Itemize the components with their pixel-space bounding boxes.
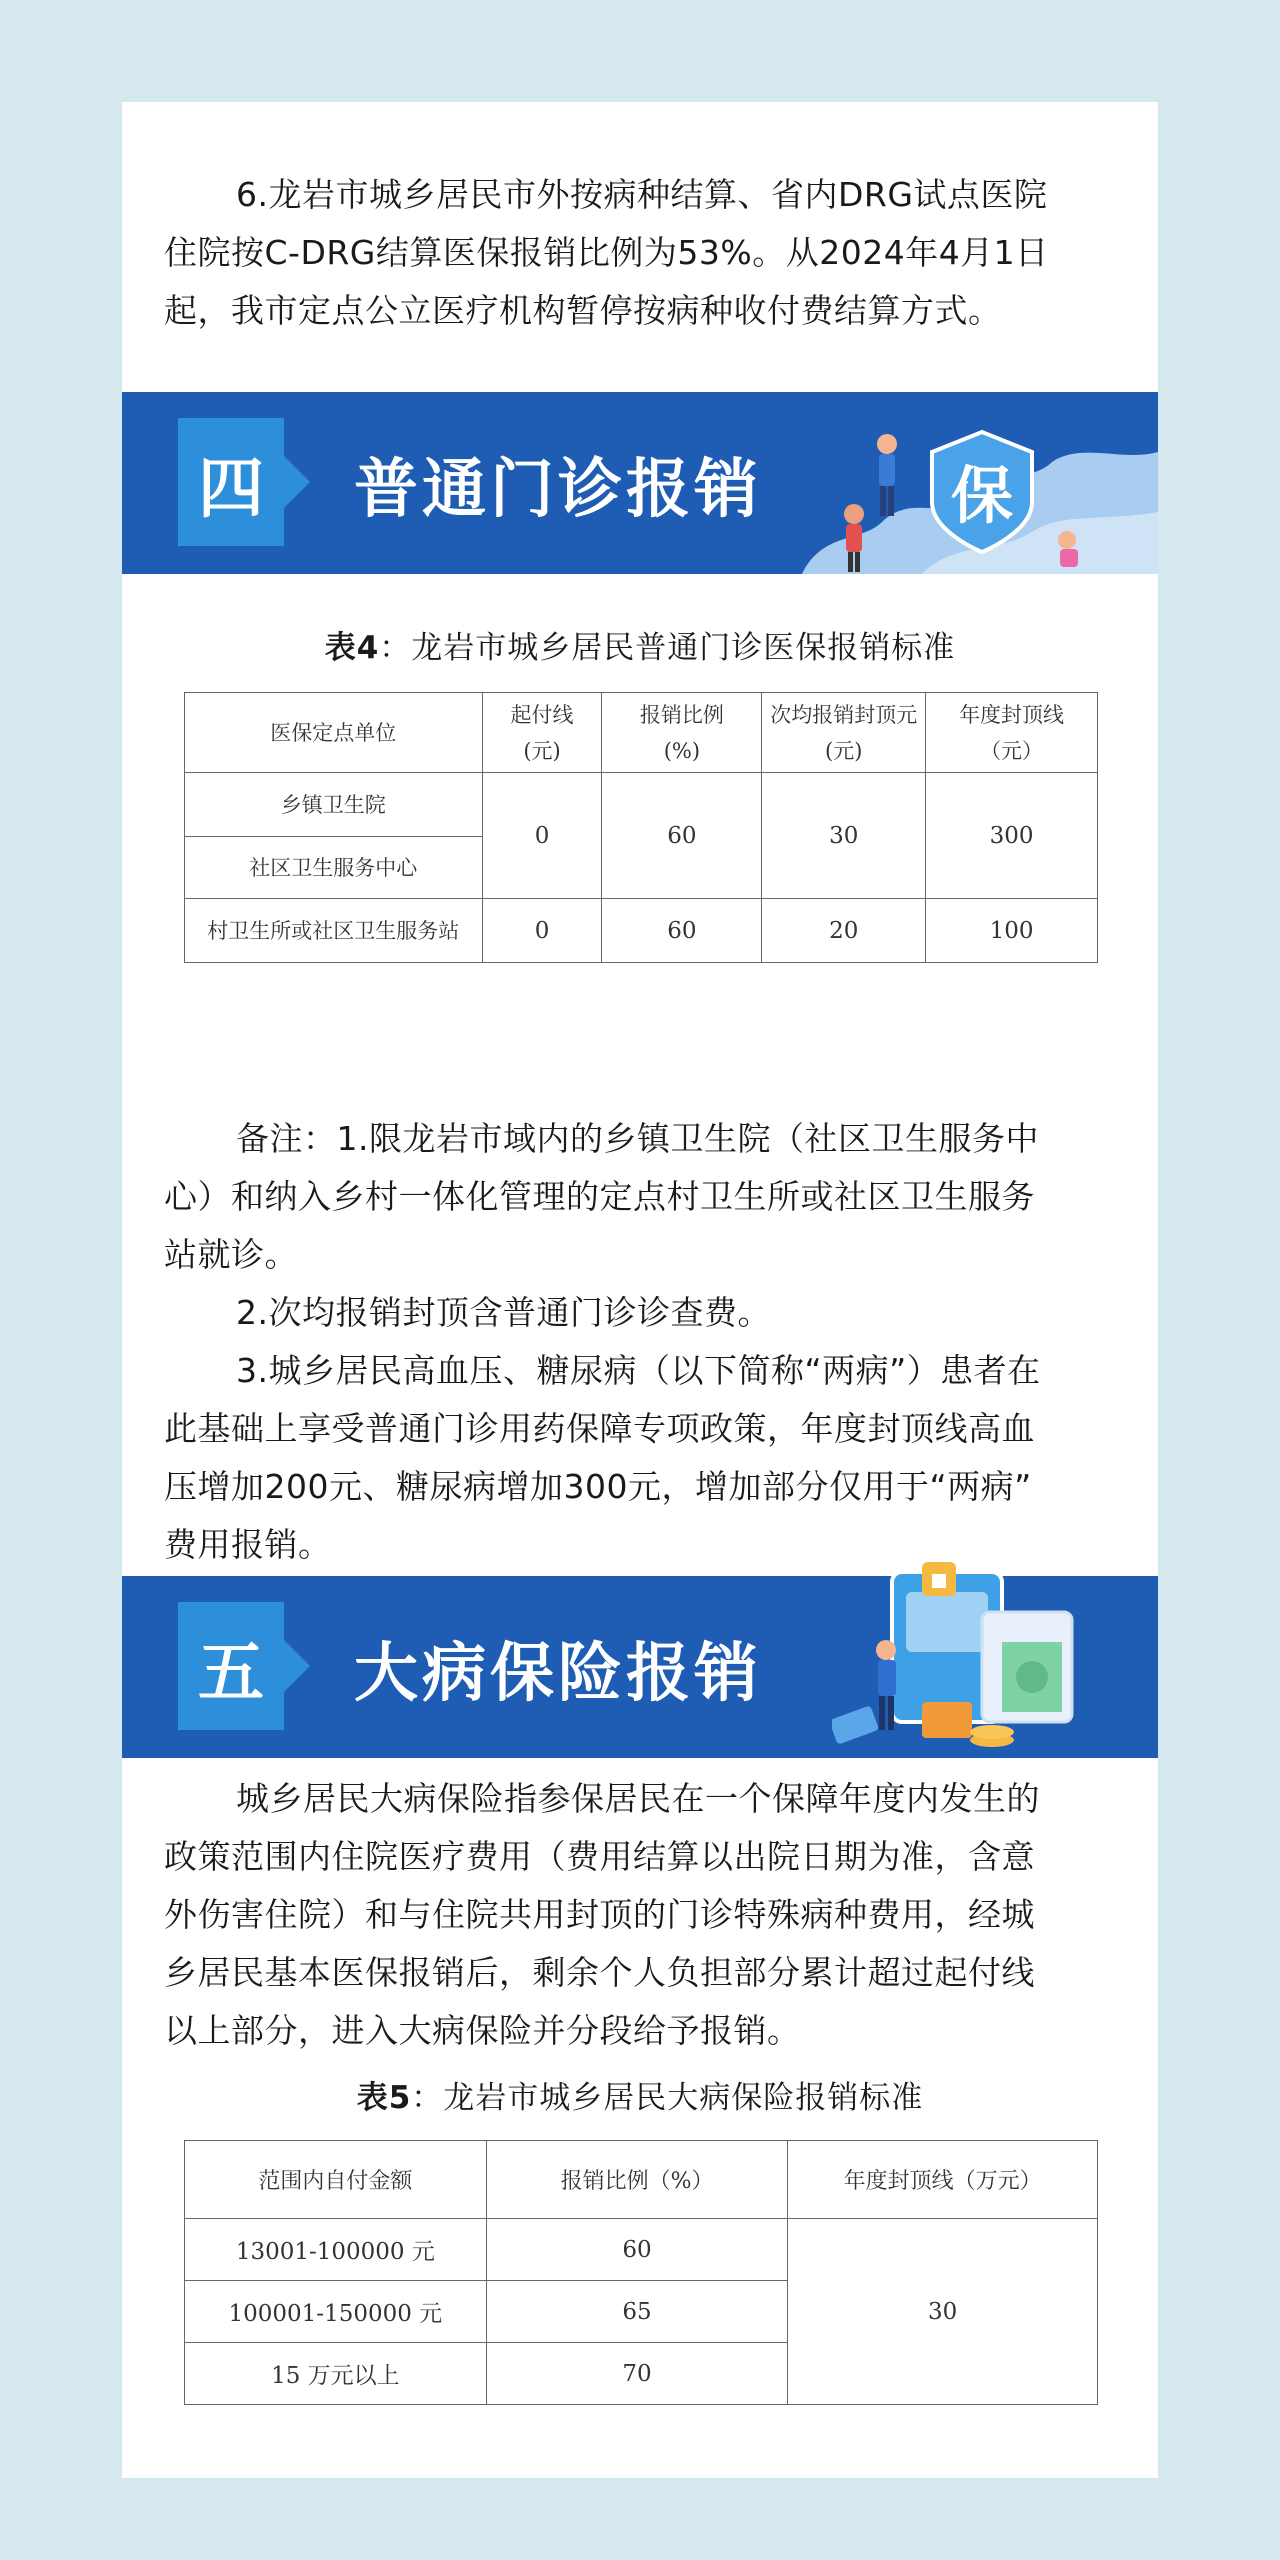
table-cell: 100001-150000 元 — [185, 2281, 487, 2343]
table-cell: 20 — [762, 899, 926, 963]
text-line: 此基础上享受普通门诊用药保障专项政策，年度封顶线高血 — [164, 1409, 1035, 1448]
section5-paragraph — [164, 1770, 1116, 2060]
text-line: 站就诊。 — [164, 1235, 298, 1274]
shield-label: 保 — [950, 459, 1014, 532]
table5-caption — [122, 2072, 1158, 2117]
table-row — [185, 773, 1098, 837]
section-title: 普通门诊报销 — [354, 453, 762, 527]
table-cell: 100 — [926, 899, 1098, 963]
section-banner-4 — [122, 392, 1158, 574]
table4-caption — [122, 622, 1158, 667]
header-cell: 年度封顶线 （元） — [926, 693, 1098, 773]
table4-caption-text: ：龙岩市城乡居民普通门诊医保报销标准 — [379, 630, 956, 666]
text-line: 城乡居民大病保险指参保居民在一个保障年度内发生的 — [236, 1779, 1040, 1818]
table-row — [185, 2219, 1098, 2281]
table-header-row — [185, 2141, 1098, 2219]
table-cell: 0 — [482, 899, 602, 963]
table-cell: 70 — [486, 2343, 788, 2405]
header-cell: 年度封顶线（万元） — [788, 2141, 1098, 2219]
text-line: 政策范围内住院医疗费用（费用结算以出院日期为准，含意 — [164, 1837, 1035, 1876]
table-row — [185, 899, 1098, 963]
header-cell: 次均报销封顶元 (元) — [762, 693, 926, 773]
notes-paragraph — [164, 1110, 1116, 1574]
table-cell: 60 — [602, 899, 762, 963]
table-cell: 30 — [762, 773, 926, 899]
text-line: 外伤害住院）和与住院共用封顶的门诊特殊病种费用，经城 — [164, 1895, 1035, 1934]
critical-illness-table — [184, 2140, 1098, 2405]
table-cell: 60 — [486, 2219, 788, 2281]
text-line: 费用报销。 — [164, 1525, 332, 1564]
text-line: 2.次均报销封顶含普通门诊诊查费。 — [236, 1293, 771, 1332]
text-line: 乡居民基本医保报销后，剩余个人负担部分累计超过起付线 — [164, 1953, 1035, 1992]
table-cell: 乡镇卫生院 — [185, 773, 483, 837]
header-cell: 报销比例（%） — [486, 2141, 788, 2219]
text-line: 以上部分，进入大病保险并分段给予报销。 — [164, 2011, 801, 2050]
text-line: 起，我市定点公立医疗机构暂停按病种收付费结算方式。 — [164, 291, 1002, 330]
section-banner-5 — [122, 1576, 1158, 1758]
section-number-badge: 五 — [178, 1602, 284, 1730]
insurance-illustration — [782, 392, 1158, 574]
table-cell: 65 — [486, 2281, 788, 2343]
table-cell: 60 — [602, 773, 762, 899]
table-cell: 15 万元以上 — [185, 2343, 487, 2405]
table-cell: 30 — [788, 2219, 1098, 2405]
section-number-badge: 四 — [178, 418, 284, 546]
text-line: 心）和纳入乡村一体化管理的定点村卫生所或社区卫生服务 — [164, 1177, 1035, 1216]
text-line: 住院按C-DRG结算医保报销比例为53%。从2024年4月1日 — [164, 233, 1049, 272]
table-cell: 13001-100000 元 — [185, 2219, 487, 2281]
section-title: 大病保险报销 — [354, 1637, 762, 1711]
table-cell: 0 — [482, 773, 602, 899]
text-line: 6.龙岩市城乡居民市外按病种结算、省内DRG试点医院 — [236, 175, 1048, 214]
header-cell: 报销比例 (%) — [602, 693, 762, 773]
table5-caption-prefix: 表5 — [356, 2080, 412, 2116]
table4-caption-prefix: 表4 — [324, 630, 380, 666]
header-cell: 起付线 (元) — [482, 693, 602, 773]
table-cell: 300 — [926, 773, 1098, 899]
content-card — [122, 102, 1158, 2478]
outpatient-table — [184, 692, 1098, 963]
table-cell: 村卫生所或社区卫生服务站 — [185, 899, 483, 963]
header-cell: 医保定点单位 — [185, 693, 483, 773]
section6-paragraph — [164, 166, 1116, 340]
header-cell: 范围内自付金额 — [185, 2141, 487, 2219]
table-cell: 社区卫生服务中心 — [185, 837, 483, 899]
table5-caption-text: ：龙岩市城乡居民大病保险报销标准 — [411, 2080, 924, 2116]
payment-illustration — [832, 1542, 1092, 1758]
text-line: 压增加200元、糖尿病增加300元，增加部分仅用于“两病” — [164, 1467, 1032, 1506]
table-header-row — [185, 693, 1098, 773]
text-line: 3.城乡居民高血压、糖尿病（以下简称“两病”）患者在 — [236, 1351, 1041, 1390]
text-line: 备注：1.限龙岩市域内的乡镇卫生院（社区卫生服务中 — [236, 1119, 1039, 1158]
